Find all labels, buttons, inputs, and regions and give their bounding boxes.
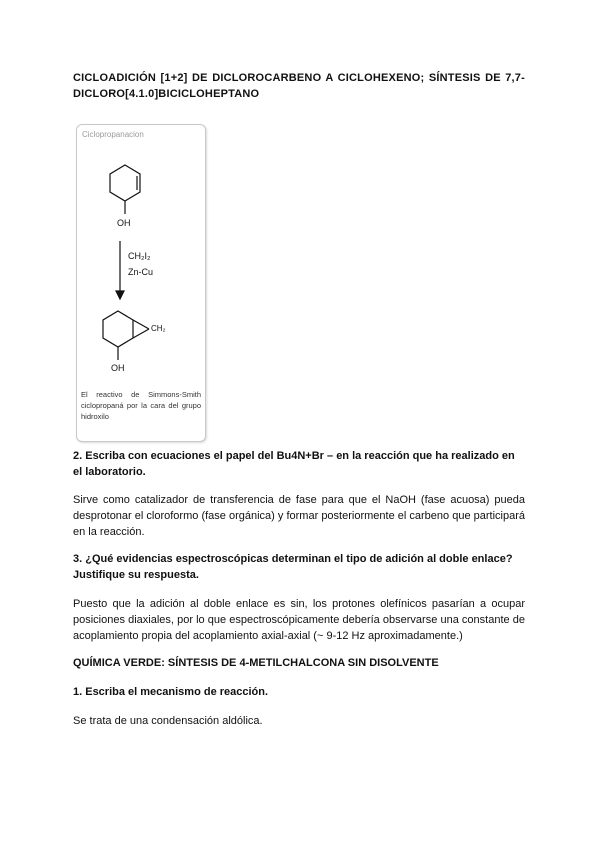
reagent-ch2i2: CH₂I₂	[128, 251, 151, 261]
figure-caption: El reactivo de Simmons-Smith ciclopropaná por la cara del grupo hidroxilo	[81, 390, 201, 421]
section-2-answer-1: Se trata de una condensación aldólica.	[73, 715, 263, 727]
cyclopropanation-figure	[76, 124, 206, 442]
question-2: 2. Escriba con ecuaciones el papel del Bu4N+Br – en la reacción que ha realizado en el laboratorio.	[73, 450, 515, 478]
product-ch2-label: CH₂	[151, 324, 166, 333]
reactant-oh-label: OH	[117, 218, 131, 228]
cyclohexene-ring	[110, 165, 140, 214]
answer-2: Sirve como catalizador de transferencia de fase para que el NaOH (fase acuosa) pueda desprotonar el cloroformo (fase orgánica) y formar posteriormente el carbeno que participará en la reacción.	[73, 494, 525, 538]
section-2-question-1: 1. Escriba el mecanismo de reacción.	[73, 686, 269, 698]
section-2-title: QUÍMICA VERDE: SÍNTESIS DE 4-METILCHALCONA SIN DISOLVENTE	[73, 657, 439, 669]
section-1-title: CICLOADICIÓN [1+2] DE DICLOROCARBENO A CICLOHEXENO; SÍNTESIS DE 7,7-DICLORO[4.1.0]BICICLOHEPTANO	[73, 72, 525, 100]
figure-title: Ciclopropanacion	[82, 130, 144, 139]
bicycloheptane-ring	[103, 311, 149, 360]
product-oh-label: OH	[111, 363, 125, 373]
answer-3: Puesto que la adición al doble enlace es sin, los protones olefínicos pasarían a ocupar posiciones diaxiales, por lo que espectroscópicamente debería observarse una constante de acoplamiento propia del acoplamiento axial-axial (~ 9-12 Hz aproximadamente.)	[73, 598, 525, 642]
reaction-arrow	[116, 241, 124, 299]
question-3: 3. ¿Qué evidencias espectroscópicas determinan el tipo de adición al doble enlace? Justifique su respuesta.	[73, 553, 513, 581]
reagent-zn-cu: Zn-Cu	[128, 267, 154, 277]
